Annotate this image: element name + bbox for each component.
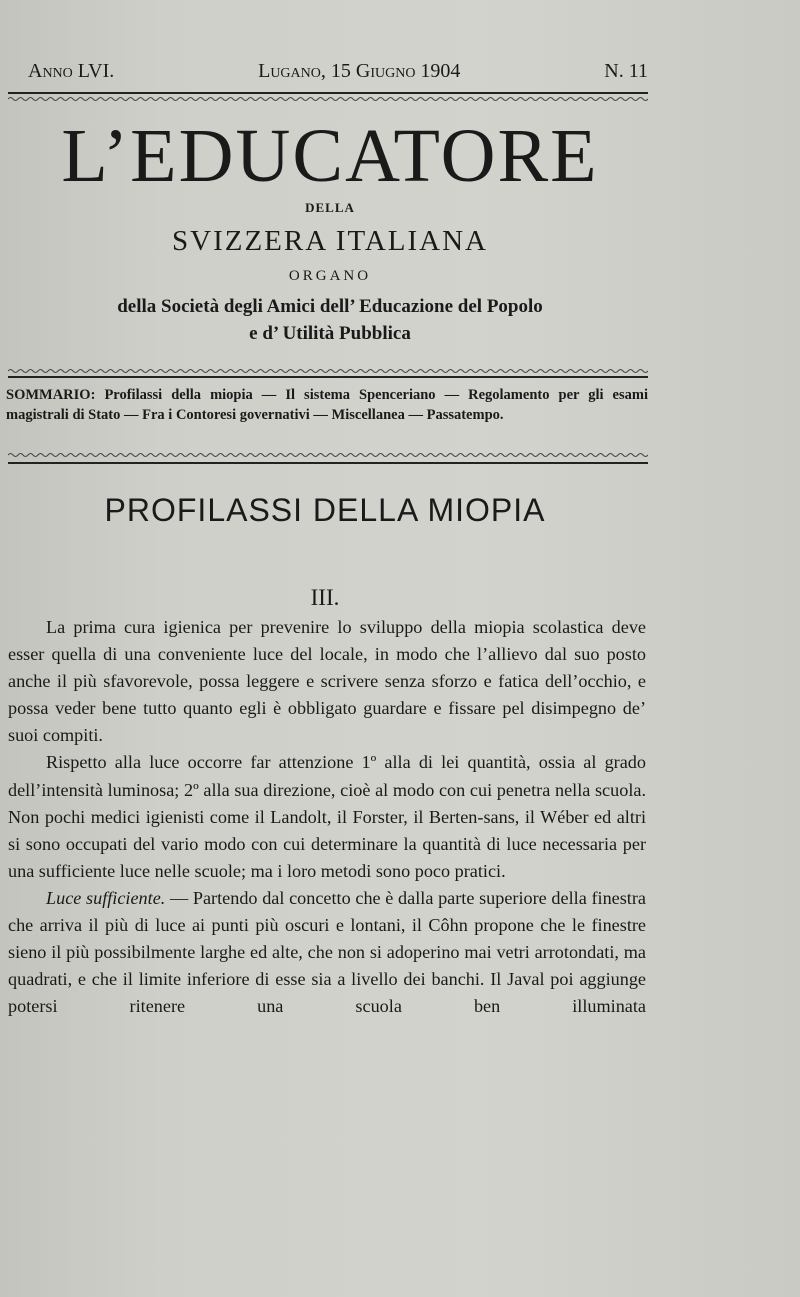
paragraph-3 (8, 885, 646, 1020)
issue-number: N. 11 (604, 60, 648, 82)
place-date: Lugano, 15 Giugno 1904 (258, 60, 461, 82)
journal-title: L’EDUCATORE (61, 114, 599, 198)
wavy-rule-sommario-bottom (8, 452, 648, 458)
article-body (8, 614, 646, 1020)
masthead-top-line (28, 60, 648, 83)
volume-label: Anno LVI. (28, 60, 115, 82)
journal-subtitle: SVIZZERA ITALIANA (172, 225, 488, 257)
sommario-rule-bottom (8, 462, 648, 464)
title-connector: DELLA (305, 200, 355, 215)
sommario: SOMMARIO: Profilassi della miopia — Il sistema Spenceriano — Regolamento per gli esami magistrali di Stato — Fra i Contoresi governativi — Miscellanea — Passatempo. (6, 387, 648, 423)
sommario-rule-top (8, 376, 648, 378)
paragraph-2: Rispetto alla luce occorre far attenzione 1º alla di lei quantità, ossia al grado dell’intensità luminosa; 2º alla sua direzione, cioè al modo con cui penetra nella scuola. Non pochi medici igienisti come il Landolt, il Forster, il Berten-sans, il Wéber ed altri si sono occupati del vario modo con cui determinare la quantità di luce necessaria per una sufficiente luce nelle scuole; ma i loro metodi sono poco pratici. (8, 752, 646, 881)
wavy-rule-sommario-top (8, 368, 648, 374)
section-number: III. (310, 585, 340, 610)
organo-label: ORGANO (288, 268, 372, 284)
article-title: PROFILASSI DELLA MIOPIA (104, 492, 546, 528)
society-line-2: e d’ Utilità Pubblica (249, 322, 411, 344)
header-rule (8, 92, 648, 94)
paragraph-1: La prima cura igienica per prevenire lo sviluppo della miopia scolastica deve esser quella di una conveniente luce del locale, in modo che l’allievo dal suo posto anche il più sfavorevole, possa leggere e scrivere senza sforzo e fatica dell’occhio, e possa veder bene tutto quanto egli è obbligato guardare e fissare pel disimpegno de’ suoi compiti. (8, 617, 646, 746)
paragraph-3-lead: Luce sufficiente. (46, 887, 166, 908)
wavy-rule-top (8, 96, 648, 102)
society-line-1: della Società degli Amici dell’ Educazione del Popolo (117, 296, 543, 317)
society-name (0, 294, 660, 348)
paragraph-3-text: — Partendo dal concetto che è dalla parte superiore della finestra che arriva il più di luce ai punti più oscuri e lontani, il Côhn propone che le finestre sieno il più possibilmente larghe ed alte, che non si adoperino mai vetri arrotondati, ma quadrati, e che il limite inferiore di esse sia a livello dei banchi. Il Javal poi aggiunge potersi ritenere una scuola ben illuminata (8, 887, 646, 1017)
